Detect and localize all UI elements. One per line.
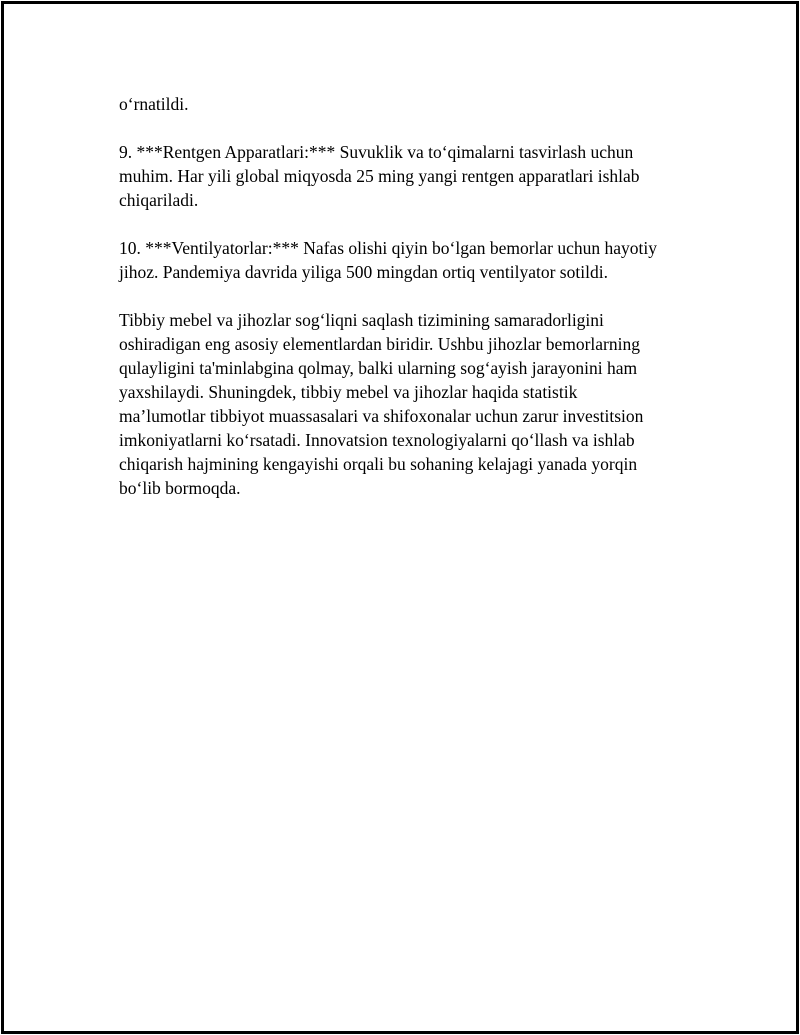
list-item-rentgen-apparatlari: 9. ***Rentgen Apparatlari:*** Suvuklik va to‘qimalarni tasvirlash uchun muhim. Har yili global miqyosda 25 ming yangi rentgen apparatlari ishlab chiqariladi. (119, 142, 640, 210)
paragraph-continuation: o‘rnatildi. (119, 94, 189, 114)
list-item-ventilyatorlar: 10. ***Ventilyatorlar:*** Nafas olishi qiyin bo‘lgan bemorlar uchun hayotiy jihoz. Pandemiya davrida yiliga 500 mingdan ortiq ventilyator sotildi. (119, 238, 658, 282)
document-body (119, 92, 704, 524)
page-frame (1, 1, 799, 1034)
paragraph-conclusion: Tibbiy mebel va jihozlar sog‘liqni saqlash tizimining samaradorligini oshiradigan eng asosiy elementlardan biridir. Ushbu jihozlar bemorlarning qulayligini ta'minlabgina qolmay, balki ularning sog‘ayish jarayonini ham yaxshilaydi. Shuningdek, tibbiy mebel va jihozlar haqida statistik ma’lumotlar tibbiyot muassasalari va shifoxonalar uchun zarur investitsion imkoniyatlarni ko‘rsatadi. Innovatsion texnologiyalarni qo‘llash va ishlab chiqarish hajmining kengayishi orqali bu sohaning kelajagi yanada yorqin bo‘lib bormoqda. (119, 310, 644, 498)
